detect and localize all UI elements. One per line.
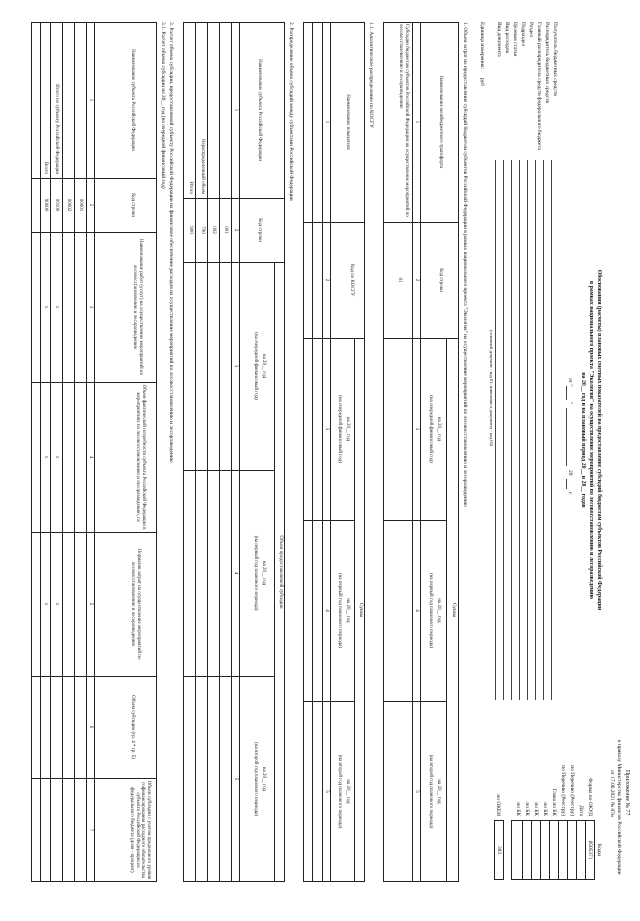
s3-row2-code: 00002 — [66, 198, 71, 212]
codes-header: Коды — [596, 843, 602, 857]
s1-colnum-1: 1 — [414, 120, 419, 124]
s3-col-works: Наименование работ (услуг) на осуществление мероприятий по лесовосстановлению и лесоразведению — [132, 238, 143, 376]
appendix-order: к приказу Министерства финансов Российской Федерации — [616, 740, 622, 875]
s2-row2-code: 002 — [211, 226, 216, 234]
s2-year-2: на 20__ год — [261, 560, 266, 586]
s3-col-norm: Норматив затрат на осуществление мероприятий по лесовосстановлению и лесоразведению — [130, 548, 141, 660]
s2-row1-code: 001 — [223, 226, 228, 234]
section-3-subtitle: 3.1. Расчет объема субсидии на 20__ год (на очередной финансовый год) — [160, 22, 166, 189]
units-label: Единица измерения: — [479, 22, 485, 69]
s3-col-subsidy-cofin: Объем субсидии с учетом предельного уровня софинансирования расходного обязательства субъекта Российской Федерации из федерального бюджета (доля - процент) — [129, 780, 151, 880]
s2-period-1: (на очередной финансовый год) — [253, 332, 258, 400]
codes-value-okud: 0505371 — [587, 840, 593, 860]
section-1-table — [383, 22, 459, 882]
s11-col-name: Наименование показателя — [345, 94, 350, 150]
appendix-number: Приложение № 77 — [624, 770, 630, 816]
s3-col-subsidy: Объем субсидии (гр. 4 * гр. 5) — [130, 695, 135, 759]
s2-row-unallocated-label: Нераспределенный объем — [200, 138, 205, 194]
s2-colnum-4: 4 — [233, 571, 238, 575]
section-2-title: 2. Распределение объема субсидий между субъектами Российской Федерации — [288, 22, 294, 201]
doc-type-note: (основной документ - код 01; изменение к документу - код 02) — [489, 330, 494, 447]
s11-colnum-3: 3 — [324, 427, 329, 431]
s3-row-subject-total-x2: x — [54, 455, 59, 459]
s2-year-1: на 20__ год — [261, 353, 266, 379]
s1-colnum-4: 4 — [414, 609, 419, 612]
s2-colnum-3: 3 — [233, 364, 238, 368]
codes-label-bk3: по БК — [524, 802, 530, 816]
s1-period-3: (на второй год планового периода) — [428, 754, 433, 829]
s3-row-grand-total-x2: x — [43, 455, 48, 459]
s3-colnum-4: 4 — [88, 455, 93, 459]
s3-row-subject-total-code: 00100 — [54, 198, 59, 212]
s11-period-1: (на очередной финансовый год) — [337, 395, 342, 463]
doc-title-line2: в рамках национального проекта "Экология" на осуществление мероприятий по лесовосстановлению и лесоразведению — [588, 281, 594, 599]
s3-colnum-2: 2 — [88, 203, 93, 207]
s11-period-3: (на второй год планового периода) — [337, 754, 342, 829]
codes-label-bk2: по БК — [533, 802, 539, 816]
field-subsection: Подраздел — [520, 22, 526, 47]
s11-period-2: (на первый год планового периода) — [337, 573, 342, 648]
s2-row-total-code: 900 — [188, 226, 193, 234]
section-11-title: 1.1. Аналитическое распределение по КОСГУ — [368, 22, 374, 128]
doc-title-line1: Обоснования (расчеты) плановых сметных показателей на предоставление субсидий бюджетам субъектов Российской Федерации — [596, 269, 602, 611]
s3-colnum-7: 7 — [88, 828, 93, 832]
s3-row-grand-total-x3: x — [43, 602, 48, 606]
s1-year-1: на 20__ год — [436, 416, 441, 442]
units-value: руб — [479, 78, 485, 86]
s2-col-code: Код строки — [257, 218, 262, 242]
field-target-item: Целевая статья — [512, 22, 518, 57]
s1-year-3: на 20__ год — [436, 779, 441, 804]
s11-year-1: на 20__ год — [345, 416, 350, 442]
appendix-date: от 17.06.2021 № 87н — [609, 770, 615, 817]
codes-okei-value: 383 — [496, 845, 502, 855]
s2-row-total-label: Итого — [188, 181, 193, 194]
section-3-title: 3. Расчет объема субсидии, предоставляемой субъекту Российской Федерации на финансовое обеспечение расходов на осуществление мероприятий по лесовосстановлению и лесоразведению — [168, 22, 174, 463]
s2-period-3: (на второй год планового периода) — [253, 742, 258, 816]
codes-label-registry1: по Перечню (Реестру) — [569, 765, 575, 816]
s2-row-unallocated-code: 700 — [200, 226, 205, 234]
s2-colnum-1: 1 — [233, 108, 238, 112]
s11-colnum-5: 5 — [324, 790, 329, 793]
s11-colnum-4: 4 — [324, 609, 329, 612]
s3-colnum-6: 6 — [88, 725, 93, 729]
s11-year-2: на 20__ год — [345, 598, 350, 623]
s3-col-demand: Объем фактической потребности субъекта Российской Федерации в мероприятиях по лесовосстановлению и лесоразведению, га — [135, 384, 146, 530]
s1-col-name: Наименование межбюджетного трансферта — [438, 75, 443, 169]
codes-label-registry2: по Перечню (Реестру) — [560, 765, 566, 816]
s3-row-subject-total-x3: x — [54, 602, 59, 606]
rotated-document-page: Приложение № 77 к приказу Министерства финансов Российской Федерации от 17.06.2021 № 87н Обоснования (расчеты) плановых сметных показателей на предоставление субсидий бюджетам субъектов Российской Федерации в рамках национального проекта "Экология" на осуществление мероприятий по лесовосстановлению и лесоразведению на 20__ год и на плановый период 20__ и 20__ годов от " " 20 г. Коды Форма по ОКУД 0505371 Дата по Перечню (Реестру) по Перечню (Реестру) Глава по БК по БК по БК по БК по БК по ОКЕИ 383 Получатель бюджетных средств Распорядитель бюджетных средств Главный распорядитель средств федерального бюджета Раздел Подраздел Целевая статья Вид расходов Вид документа (основной документ - код 01; изменение к документу - код 02) Единица измерения: руб 1. Объем затрат на предоставление субсидий бюджетам субъектов Российской Федерации в рамках национального проекта "Экология" на осуществление мероприятий по лесовосстановлению и лесоразведению Наименование межбюджетного трансферта Код строки Сумма на 20__ год (на очередной финансовый год) на 20__ год (на первый год планового периода) на 20__ год (на второй год планового периода) 1 2 3 4 5 Субсидии бюджетам субъектов Российской Федерации на осуществление мероприятий по лесовосстановлению и лесоразведению 01 1.1. Аналитическое распределение по КОСГУ Наименование показателя Код по КОСГУ Сумма на 20__ год (на очередной финансовый год) на 20__ год (на первый год планового периода) на 20__ год (на второй год планового периода) 1 2 3 4 5 2. Распределение объема субсидий между субъектами Российской Федерации Наименование субъекта Российской Федерации Код строки Объем предоставляемой субсидии на 20__ год (на очередной финансовый год) на 20__ год (на первый год планового периода) на 20__ год (на второй год планового периода) 1 2 3 4 5 001 002 Нераспределенный объем 700 Итого 900 3. Расчет объема субсидии, предоставляемой субъекту Российской Федерации на финансовое обеспечение расходов на осуществление мероприятий по лесовосстановлению и лесоразведению 3.1. Расчет объема субсидии на 20__ год (на очередной финансовый год) Наименование субъекта Российской Федерации Код строки Наименование работ (услуг) на осуществление мероприятий по лесовосстановлению и лесоразведению Объем фактической потребности субъекта Российской Федерации в мероприятиях по лесовосстановлению и лесоразведению, га Норматив затрат на осуществление мероприятий по лесовосстановлению и лесоразведению Объем субсидии (гр. 4 * гр. 5) Объем субсидии с учетом предельного уровня софинансирования расходного обязательства субъекта Российской Федерации из федерального бюджета (доля - процент) 1 2 3 4 5 6 7 00001 00002 Итого по субъекту Российской Федерации 00100 x x x Всего 90000 x x x — [0, 0, 640, 921]
field-section: Раздел — [528, 22, 534, 38]
s3-row1-code: 00001 — [78, 198, 83, 212]
codes-label-okud: Форма по ОКУД — [587, 778, 593, 816]
s2-period-2: (на первый год планового периода) — [253, 535, 258, 611]
s11-colnum-1: 1 — [324, 120, 329, 124]
s2-col-sum: Объем предоставляемой субсидии — [278, 535, 283, 609]
doc-title-line3: на 20__ год и на плановый период 20__ и 20__ годов — [580, 372, 586, 508]
s3-row-grand-total-code: 90000 — [43, 198, 48, 212]
codes-label-bk4: по БК — [515, 802, 521, 816]
s1-period-1: (на очередной финансовый год) — [428, 395, 433, 463]
s11-colnum-2: 2 — [324, 278, 329, 282]
codes-okei-label: по ОКЕИ — [495, 794, 501, 816]
s3-col-subject: Наименование субъекта Российской Федерации — [130, 49, 135, 151]
s3-col-code: Код строки — [130, 193, 135, 217]
s2-colnum-5: 5 — [233, 777, 238, 781]
codes-label-glava: Глава по БК — [551, 788, 557, 816]
field-recipient: Получатель бюджетных средств — [552, 22, 558, 96]
s2-colnum-2: 2 — [233, 228, 238, 232]
s1-row-code: 01 — [397, 277, 402, 283]
s1-period-2: (на первый год планового периода) — [428, 573, 433, 648]
s3-row-grand-total-x1: x — [43, 305, 48, 309]
s1-col-code: Код строки — [438, 268, 443, 292]
s1-row-label: Субсидии бюджетам субъектов Российской Федерации на осуществление мероприятий по лесовосстановлению и лесоразведению — [398, 24, 409, 217]
s11-year-3: на 20__ год — [345, 779, 350, 804]
s2-col-name: Наименование субъекта Российской Федерации — [257, 59, 262, 161]
field-chief-manager: Главный распорядитель средств федерального бюджета — [536, 22, 542, 151]
field-expense-type: Вид расходов — [504, 22, 510, 53]
s1-col-sum: Сумма — [451, 602, 456, 618]
s3-row-subject-total-label: Итого по субъекту Российской Федерации — [54, 84, 59, 174]
s3-colnum-3: 3 — [88, 305, 93, 309]
s3-colnum-5: 5 — [88, 602, 93, 606]
section-1-title: 1. Объем затрат на предоставление субсидий бюджетам субъектов Российской Федерации в рамках национального проекта "Экология" на осуществление мероприятий по лесовосстановлению и лесоразведению — [462, 22, 468, 507]
s1-year-2: на 20__ год — [436, 598, 441, 623]
s11-col-code: Код по КОСГУ — [349, 263, 354, 297]
field-doc-type: Вид документа — [496, 22, 502, 57]
s1-colnum-3: 3 — [414, 427, 419, 431]
s2-year-3: на 20__ год — [261, 766, 266, 792]
s3-row-subject-total-x1: x — [54, 305, 59, 309]
s11-col-sum: Сумма — [358, 602, 363, 618]
s1-colnum-5: 5 — [414, 790, 419, 793]
codes-label-date: Дата — [578, 805, 584, 816]
s3-colnum-1: 1 — [88, 98, 93, 102]
field-manager: Распорядитель бюджетных средств — [544, 22, 550, 104]
s1-colnum-2: 2 — [414, 278, 419, 282]
codes-label-bk1: по БК — [542, 802, 548, 816]
s3-row-grand-total-label: Всего — [43, 161, 48, 174]
